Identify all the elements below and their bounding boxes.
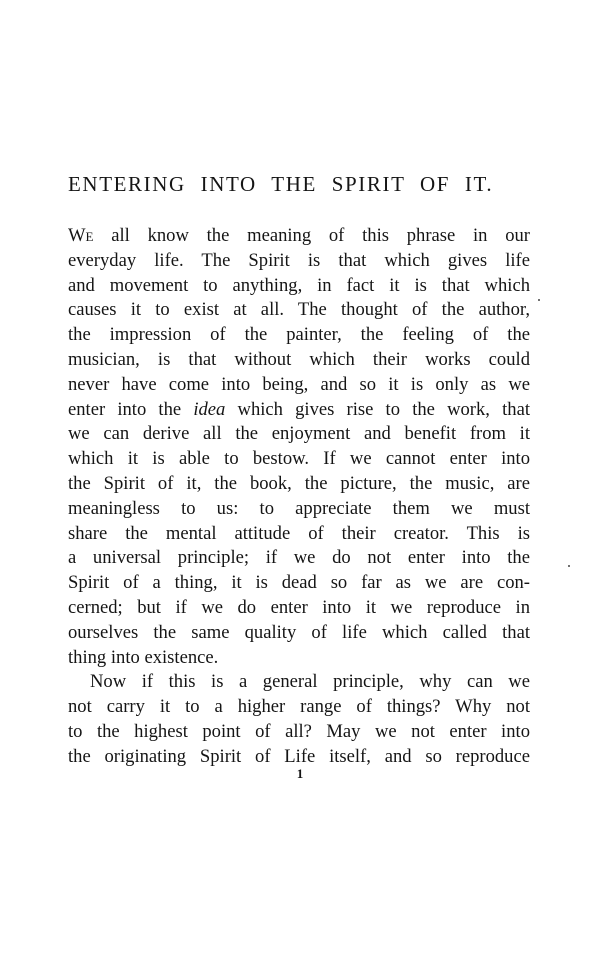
dropcap-word: We bbox=[68, 225, 94, 246]
text-line-22: the originating Spirit of Life itself, and so reproduce bbox=[68, 745, 530, 767]
print-speck bbox=[568, 565, 570, 567]
page-number: 1 bbox=[296, 766, 304, 781]
text-line-10: which it is able to bestow. If we cannot enter into bbox=[68, 448, 530, 470]
text-line-17: ourselves the same quality of life which called that bbox=[68, 621, 530, 643]
text-line-7: never have come into being, and so it is only as we bbox=[68, 373, 530, 395]
text-line-18: thing into existence. bbox=[68, 646, 219, 668]
text-line-1: We all know the meaning of this phrase in our bbox=[68, 225, 530, 246]
chapter-title: ENTERING INTO THE SPIRIT OF IT. bbox=[68, 172, 494, 196]
body-text bbox=[68, 224, 530, 770]
print-speck bbox=[538, 299, 540, 301]
text-line-16: cerned; but if we do enter into it we reproduce in bbox=[68, 596, 530, 618]
italic-word-idea: idea bbox=[193, 398, 226, 420]
text-line-4: causes it to exist at all. The thought of the author, bbox=[68, 299, 530, 321]
text-line-19: Now if this is a general principle, why can we bbox=[90, 671, 530, 693]
text-line-13: share the mental attitude of their creator. This is bbox=[68, 522, 530, 544]
text-line-20: not carry it to a higher range of things? Why not bbox=[68, 696, 530, 718]
text-line-14: a universal principle; if we do not enter into the bbox=[68, 547, 530, 569]
text-line-8: enter into the idea which gives rise to the work, that bbox=[68, 398, 530, 420]
text-line-15: Spirit of a thing, it is dead so far as we are con- bbox=[68, 572, 530, 594]
text-line-2: everyday life. The Spirit is that which gives life bbox=[68, 249, 530, 271]
text-line-12: meaningless to us: to appreciate them we must bbox=[68, 497, 530, 519]
text-line-3: and movement to anything, in fact it is that which bbox=[68, 274, 530, 296]
text-line-5: the impression of the painter, the feeling of the bbox=[68, 324, 530, 346]
text-line-9: we can derive all the enjoyment and benefit from it bbox=[68, 423, 530, 445]
text-line-21: to the highest point of all? May we not enter into bbox=[68, 720, 530, 742]
text-line-11: the Spirit of it, the book, the picture, the music, are bbox=[68, 472, 530, 494]
text-line-6: musician, is that without which their works could bbox=[68, 348, 530, 370]
